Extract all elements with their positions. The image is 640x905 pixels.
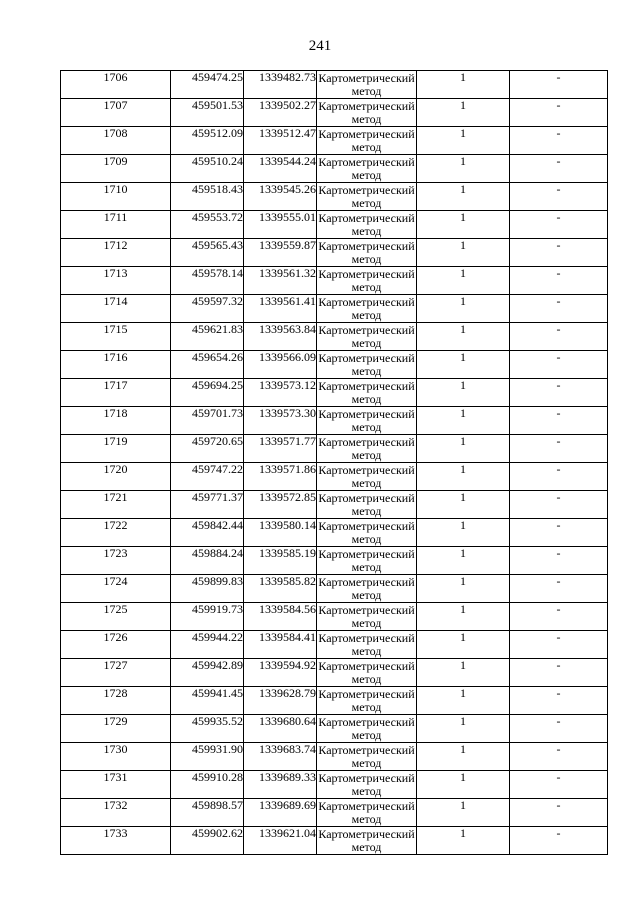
- y-coordinate-cell: 1339555.01: [244, 211, 317, 239]
- y-coordinate-cell: 1339544.24: [244, 155, 317, 183]
- x-coordinate-cell: 459771.37: [171, 491, 244, 519]
- method-cell: [317, 183, 417, 211]
- note-cell: -: [510, 463, 608, 491]
- count-cell: 1: [417, 603, 510, 631]
- y-coordinate-cell: 1339680.64: [244, 715, 317, 743]
- count-cell: 1: [417, 715, 510, 743]
- count-cell: 1: [417, 127, 510, 155]
- method-cell: [317, 771, 417, 799]
- method-text: Картометрический метод: [318, 799, 415, 826]
- y-coordinate-cell: 1339561.32: [244, 267, 317, 295]
- point-number-cell: 1717: [61, 379, 171, 407]
- method-text: Картометрический метод: [318, 127, 415, 154]
- method-text: Картометрический метод: [318, 239, 415, 266]
- y-coordinate-cell: 1339585.19: [244, 547, 317, 575]
- note-cell: -: [510, 575, 608, 603]
- method-text: Картометрический метод: [318, 603, 415, 630]
- method-text: Картометрический метод: [318, 323, 415, 350]
- count-cell: 1: [417, 547, 510, 575]
- note-cell: -: [510, 127, 608, 155]
- method-cell: [317, 351, 417, 379]
- table-row: [61, 267, 608, 295]
- note-cell: -: [510, 407, 608, 435]
- x-coordinate-cell: 459919.73: [171, 603, 244, 631]
- method-text: Картометрический метод: [318, 71, 415, 98]
- count-cell: 1: [417, 295, 510, 323]
- method-cell: [317, 379, 417, 407]
- note-cell: -: [510, 295, 608, 323]
- table-row: [61, 715, 608, 743]
- x-coordinate-cell: 459565.43: [171, 239, 244, 267]
- note-cell: -: [510, 743, 608, 771]
- method-cell: [317, 631, 417, 659]
- point-number-cell: 1709: [61, 155, 171, 183]
- table-row: [61, 127, 608, 155]
- x-coordinate-cell: 459931.90: [171, 743, 244, 771]
- x-coordinate-cell: 459578.14: [171, 267, 244, 295]
- count-cell: 1: [417, 435, 510, 463]
- x-coordinate-cell: 459884.24: [171, 547, 244, 575]
- table-row: [61, 519, 608, 547]
- point-number-cell: 1715: [61, 323, 171, 351]
- method-cell: [317, 435, 417, 463]
- table-row: [61, 71, 608, 99]
- method-cell: [317, 743, 417, 771]
- point-number-cell: 1711: [61, 211, 171, 239]
- note-cell: -: [510, 71, 608, 99]
- note-cell: -: [510, 603, 608, 631]
- method-cell: [317, 687, 417, 715]
- table-row: [61, 743, 608, 771]
- method-text: Картометрический метод: [318, 155, 415, 182]
- point-number-cell: 1723: [61, 547, 171, 575]
- y-coordinate-cell: 1339689.69: [244, 799, 317, 827]
- point-number-cell: 1731: [61, 771, 171, 799]
- y-coordinate-cell: 1339559.87: [244, 239, 317, 267]
- point-number-cell: 1732: [61, 799, 171, 827]
- y-coordinate-cell: 1339572.85: [244, 491, 317, 519]
- method-text: Картометрический метод: [318, 295, 415, 322]
- count-cell: 1: [417, 827, 510, 855]
- point-number-cell: 1708: [61, 127, 171, 155]
- method-text: Картометрический метод: [318, 687, 415, 714]
- y-coordinate-cell: 1339563.84: [244, 323, 317, 351]
- method-cell: [317, 491, 417, 519]
- table-row: [61, 99, 608, 127]
- x-coordinate-cell: 459720.65: [171, 435, 244, 463]
- table-row: [61, 183, 608, 211]
- note-cell: -: [510, 547, 608, 575]
- page-number: 241: [308, 38, 332, 54]
- x-coordinate-cell: 459902.62: [171, 827, 244, 855]
- y-coordinate-cell: 1339561.41: [244, 295, 317, 323]
- y-coordinate-cell: 1339502.27: [244, 99, 317, 127]
- count-cell: 1: [417, 155, 510, 183]
- y-coordinate-cell: 1339545.26: [244, 183, 317, 211]
- y-coordinate-cell: 1339571.77: [244, 435, 317, 463]
- method-cell: [317, 799, 417, 827]
- note-cell: -: [510, 687, 608, 715]
- y-coordinate-cell: 1339683.74: [244, 743, 317, 771]
- x-coordinate-cell: 459553.72: [171, 211, 244, 239]
- point-number-cell: 1706: [61, 71, 171, 99]
- table-row: [61, 435, 608, 463]
- note-cell: -: [510, 659, 608, 687]
- note-cell: -: [510, 435, 608, 463]
- x-coordinate-cell: 459747.22: [171, 463, 244, 491]
- count-cell: 1: [417, 99, 510, 127]
- count-cell: 1: [417, 687, 510, 715]
- x-coordinate-cell: 459898.57: [171, 799, 244, 827]
- count-cell: 1: [417, 659, 510, 687]
- method-text: Картометрический метод: [318, 211, 415, 238]
- note-cell: -: [510, 715, 608, 743]
- method-text: Картометрический метод: [318, 659, 415, 686]
- x-coordinate-cell: 459597.32: [171, 295, 244, 323]
- x-coordinate-cell: 459899.83: [171, 575, 244, 603]
- method-cell: [317, 155, 417, 183]
- table-row: [61, 631, 608, 659]
- method-cell: [317, 211, 417, 239]
- x-coordinate-cell: 459941.45: [171, 687, 244, 715]
- point-number-cell: 1724: [61, 575, 171, 603]
- count-cell: 1: [417, 351, 510, 379]
- point-number-cell: 1727: [61, 659, 171, 687]
- method-cell: [317, 127, 417, 155]
- note-cell: -: [510, 99, 608, 127]
- y-coordinate-cell: 1339573.12: [244, 379, 317, 407]
- table-row: [61, 211, 608, 239]
- note-cell: -: [510, 323, 608, 351]
- method-text: Картометрический метод: [318, 351, 415, 378]
- table-row: [61, 351, 608, 379]
- method-text: Картометрический метод: [318, 519, 415, 546]
- method-text: Картометрический метод: [318, 463, 415, 490]
- method-text: Картометрический метод: [318, 435, 415, 462]
- method-cell: [317, 715, 417, 743]
- note-cell: -: [510, 631, 608, 659]
- point-number-cell: 1713: [61, 267, 171, 295]
- x-coordinate-cell: 459701.73: [171, 407, 244, 435]
- method-text: Картометрический метод: [318, 547, 415, 574]
- count-cell: 1: [417, 575, 510, 603]
- method-cell: [317, 267, 417, 295]
- y-coordinate-cell: 1339482.73: [244, 71, 317, 99]
- method-text: Картометрический метод: [318, 771, 415, 798]
- method-cell: [317, 71, 417, 99]
- x-coordinate-cell: 459944.22: [171, 631, 244, 659]
- x-coordinate-cell: 459512.09: [171, 127, 244, 155]
- x-coordinate-cell: 459654.26: [171, 351, 244, 379]
- count-cell: 1: [417, 323, 510, 351]
- note-cell: -: [510, 379, 608, 407]
- note-cell: -: [510, 519, 608, 547]
- y-coordinate-cell: 1339571.86: [244, 463, 317, 491]
- x-coordinate-cell: 459501.53: [171, 99, 244, 127]
- method-cell: [317, 407, 417, 435]
- method-text: Картометрический метод: [318, 183, 415, 210]
- table-row: [61, 771, 608, 799]
- method-cell: [317, 547, 417, 575]
- count-cell: 1: [417, 519, 510, 547]
- point-number-cell: 1726: [61, 631, 171, 659]
- method-cell: [317, 239, 417, 267]
- method-text: Картометрический метод: [318, 827, 415, 854]
- count-cell: 1: [417, 267, 510, 295]
- method-cell: [317, 659, 417, 687]
- note-cell: -: [510, 491, 608, 519]
- method-text: Картометрический метод: [318, 99, 415, 126]
- method-cell: [317, 323, 417, 351]
- x-coordinate-cell: 459518.43: [171, 183, 244, 211]
- method-cell: [317, 603, 417, 631]
- y-coordinate-cell: 1339584.56: [244, 603, 317, 631]
- point-number-cell: 1733: [61, 827, 171, 855]
- x-coordinate-cell: 459942.89: [171, 659, 244, 687]
- x-coordinate-cell: 459510.24: [171, 155, 244, 183]
- point-number-cell: 1707: [61, 99, 171, 127]
- count-cell: 1: [417, 743, 510, 771]
- y-coordinate-cell: 1339621.04: [244, 827, 317, 855]
- note-cell: -: [510, 211, 608, 239]
- method-cell: [317, 575, 417, 603]
- table-row: [61, 155, 608, 183]
- method-cell: [317, 463, 417, 491]
- count-cell: 1: [417, 631, 510, 659]
- point-number-cell: 1722: [61, 519, 171, 547]
- method-text: Картометрический метод: [318, 407, 415, 434]
- method-cell: [317, 295, 417, 323]
- method-cell: [317, 827, 417, 855]
- y-coordinate-cell: 1339594.92: [244, 659, 317, 687]
- count-cell: 1: [417, 71, 510, 99]
- table-row: [61, 239, 608, 267]
- method-text: Картометрический метод: [318, 267, 415, 294]
- y-coordinate-cell: 1339628.79: [244, 687, 317, 715]
- y-coordinate-cell: 1339566.09: [244, 351, 317, 379]
- x-coordinate-cell: 459842.44: [171, 519, 244, 547]
- method-text: Картометрический метод: [318, 743, 415, 770]
- table-row: [61, 799, 608, 827]
- y-coordinate-cell: 1339689.33: [244, 771, 317, 799]
- table-row: [61, 603, 608, 631]
- x-coordinate-cell: 459935.52: [171, 715, 244, 743]
- count-cell: 1: [417, 239, 510, 267]
- method-text: Картометрический метод: [318, 491, 415, 518]
- note-cell: -: [510, 183, 608, 211]
- note-cell: -: [510, 771, 608, 799]
- point-number-cell: 1719: [61, 435, 171, 463]
- point-number-cell: 1712: [61, 239, 171, 267]
- point-number-cell: 1718: [61, 407, 171, 435]
- table-row: [61, 491, 608, 519]
- table-row: [61, 575, 608, 603]
- table-row: [61, 463, 608, 491]
- table-row: [61, 687, 608, 715]
- y-coordinate-cell: 1339580.14: [244, 519, 317, 547]
- point-number-cell: 1716: [61, 351, 171, 379]
- count-cell: 1: [417, 491, 510, 519]
- count-cell: 1: [417, 407, 510, 435]
- x-coordinate-cell: 459694.25: [171, 379, 244, 407]
- count-cell: 1: [417, 211, 510, 239]
- note-cell: -: [510, 267, 608, 295]
- table-body: [61, 71, 608, 855]
- point-number-cell: 1714: [61, 295, 171, 323]
- note-cell: -: [510, 239, 608, 267]
- method-cell: [317, 99, 417, 127]
- note-cell: -: [510, 351, 608, 379]
- count-cell: 1: [417, 771, 510, 799]
- point-number-cell: 1710: [61, 183, 171, 211]
- table-row: [61, 827, 608, 855]
- table-row: [61, 379, 608, 407]
- note-cell: -: [510, 155, 608, 183]
- point-number-cell: 1729: [61, 715, 171, 743]
- table-row: [61, 407, 608, 435]
- method-cell: [317, 519, 417, 547]
- y-coordinate-cell: 1339573.30: [244, 407, 317, 435]
- y-coordinate-cell: 1339512.47: [244, 127, 317, 155]
- table-row: [61, 295, 608, 323]
- x-coordinate-cell: 459621.83: [171, 323, 244, 351]
- table-row: [61, 323, 608, 351]
- x-coordinate-cell: 459910.28: [171, 771, 244, 799]
- method-text: Картометрический метод: [318, 715, 415, 742]
- method-text: Картометрический метод: [318, 631, 415, 658]
- method-text: Картометрический метод: [318, 575, 415, 602]
- point-number-cell: 1730: [61, 743, 171, 771]
- point-number-cell: 1721: [61, 491, 171, 519]
- point-number-cell: 1725: [61, 603, 171, 631]
- point-number-cell: 1720: [61, 463, 171, 491]
- y-coordinate-cell: 1339585.82: [244, 575, 317, 603]
- coordinates-table: [60, 70, 608, 855]
- count-cell: 1: [417, 379, 510, 407]
- count-cell: 1: [417, 799, 510, 827]
- count-cell: 1: [417, 183, 510, 211]
- note-cell: -: [510, 827, 608, 855]
- table-row: [61, 547, 608, 575]
- table-row: [61, 659, 608, 687]
- count-cell: 1: [417, 463, 510, 491]
- y-coordinate-cell: 1339584.41: [244, 631, 317, 659]
- note-cell: -: [510, 799, 608, 827]
- method-text: Картометрический метод: [318, 379, 415, 406]
- point-number-cell: 1728: [61, 687, 171, 715]
- x-coordinate-cell: 459474.25: [171, 71, 244, 99]
